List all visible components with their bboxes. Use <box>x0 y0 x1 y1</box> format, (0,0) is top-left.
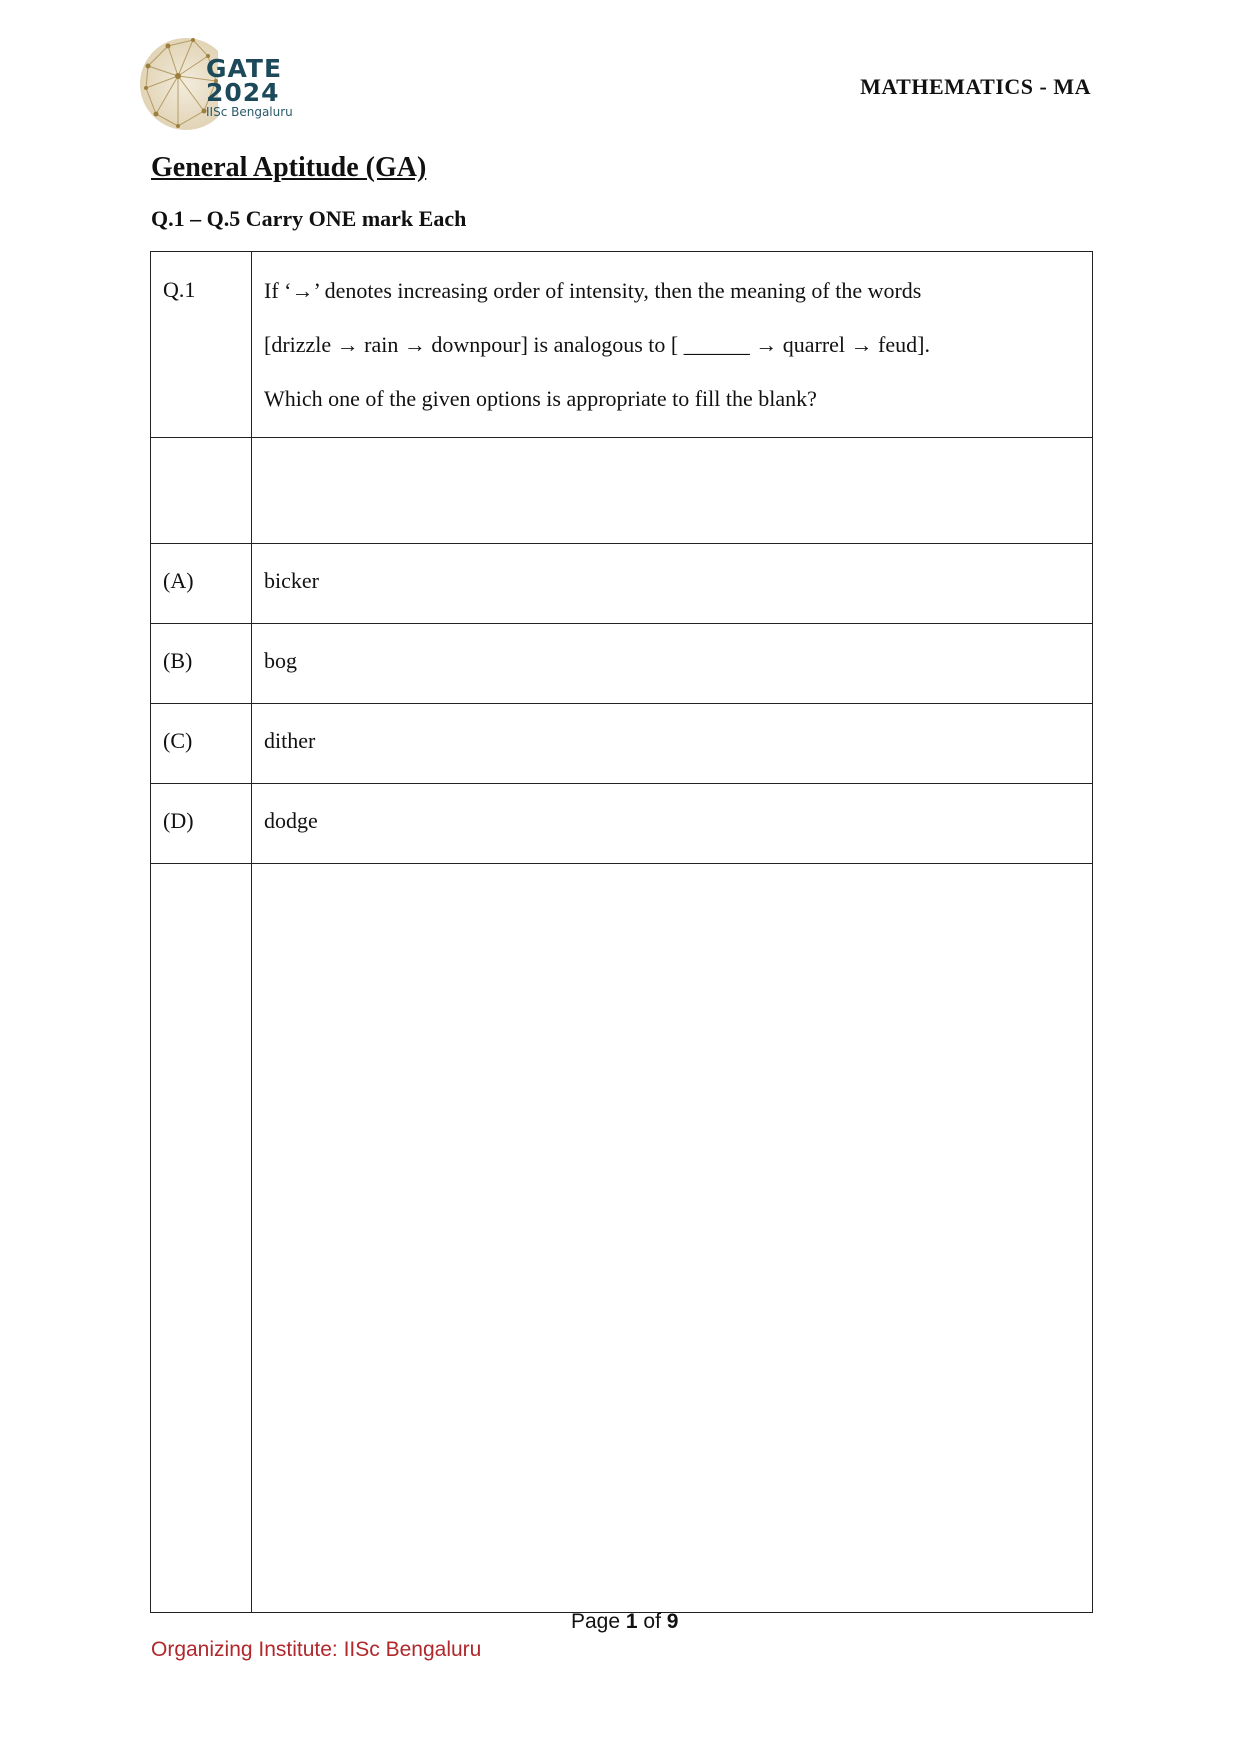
question-line-3: Which one of the given options is appropriate to fill the blank? <box>264 386 817 411</box>
logo-line-3: IISc Bengaluru <box>206 105 293 119</box>
question-number: Q.1 <box>151 252 252 438</box>
option-text: dodge <box>252 784 1093 864</box>
logo-line-1: GATE <box>206 54 283 83</box>
page-of: of <box>643 1610 661 1633</box>
question-row <box>151 252 1093 438</box>
subject-header: MATHEMATICS - MA <box>860 74 1091 99</box>
option-text: bog <box>252 624 1093 704</box>
blank-row <box>151 438 1093 544</box>
section-title: General Aptitude (GA) <box>151 152 427 183</box>
page-current: 1 <box>625 1610 638 1633</box>
option-label: (C) <box>151 704 252 784</box>
question-line-2: [drizzle → rain → downpour] is analogous to [ ______ → quarrel → feud]. <box>264 332 930 357</box>
question-table <box>150 251 1093 1613</box>
option-row-a[interactable] <box>151 544 1093 624</box>
organizing-institute: Organizing Institute: IISc Bengaluru <box>151 1638 482 1661</box>
logo-text <box>206 56 293 119</box>
option-label: (A) <box>151 544 252 624</box>
question-text <box>252 252 1093 438</box>
page-number <box>571 1610 678 1634</box>
marks-note: Q.1 – Q.5 Carry ONE mark Each <box>151 206 467 231</box>
gate-2024-logo <box>138 26 298 140</box>
logo-line-2: 2024 <box>206 78 280 107</box>
option-text: bicker <box>252 544 1093 624</box>
option-label: (D) <box>151 784 252 864</box>
option-row-c[interactable] <box>151 704 1093 784</box>
page-total: 9 <box>666 1610 679 1633</box>
option-label: (B) <box>151 624 252 704</box>
option-text: dither <box>252 704 1093 784</box>
empty-row <box>151 864 1093 1613</box>
option-row-d[interactable] <box>151 784 1093 864</box>
page-prefix: Page <box>571 1610 621 1633</box>
option-row-b[interactable] <box>151 624 1093 704</box>
question-line-1: If ‘→’ denotes increasing order of intensity, then the meaning of the words <box>264 278 922 303</box>
